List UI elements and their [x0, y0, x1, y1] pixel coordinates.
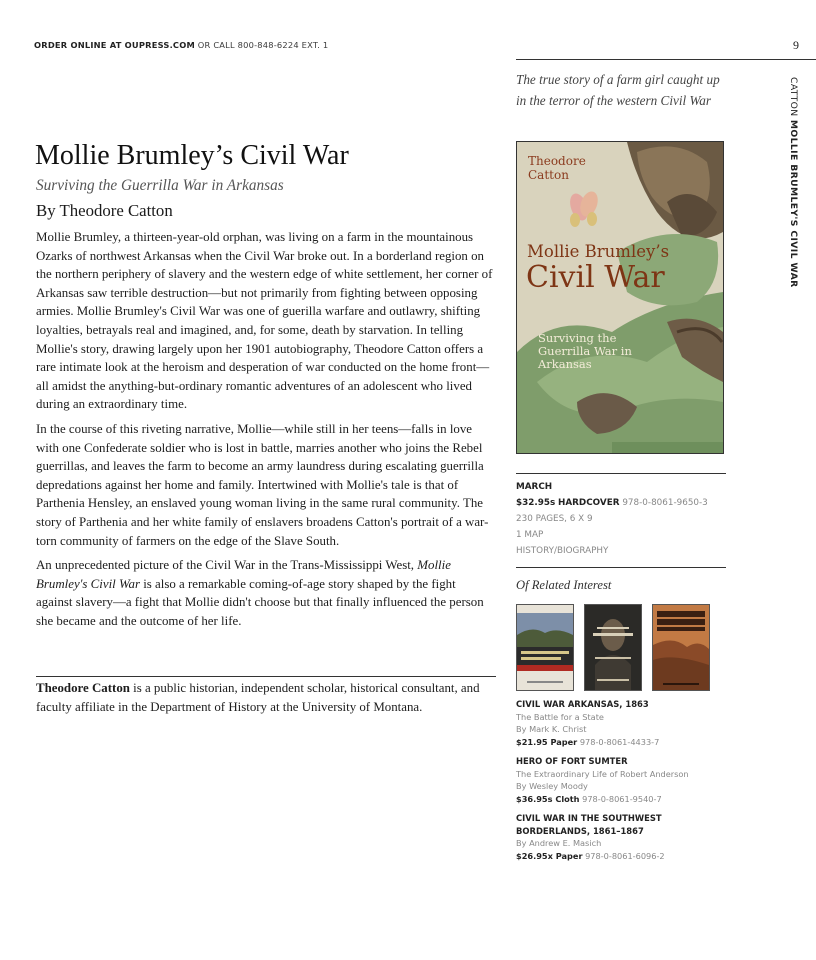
top-divider [516, 59, 816, 60]
thumb-art-2 [585, 605, 641, 690]
related-subtitle: The Battle for a State [516, 711, 604, 722]
isbn-text: 978-0-8061-9650-3 [622, 498, 708, 508]
map-count: 1 MAP [516, 530, 544, 540]
related-price-line [516, 850, 726, 863]
paragraph-text: is also a remarkable coming-of-age story shaped by the fight against slavery—a fight that Mollie didn't choose but that finally influenced the person she became and the outcome of her life. [36, 576, 484, 628]
bio-name: Theodore Catton [36, 681, 130, 695]
bio-divider [36, 676, 496, 677]
price-line [516, 498, 708, 508]
related-price: $26.95x Paper [516, 850, 583, 861]
thumb-art-1 [517, 605, 573, 690]
related-item-2[interactable] [516, 755, 726, 805]
description-paragraph [36, 556, 494, 630]
order-info [34, 40, 328, 50]
related-item-3[interactable] [516, 812, 726, 862]
related-item-1[interactable] [516, 698, 726, 748]
related-book-cover-3[interactable] [652, 604, 710, 691]
related-heading: Of Related Interest [516, 578, 612, 592]
call-info: OR CALL 800-848-6224 EXT. 1 [197, 40, 329, 50]
author-bio [36, 679, 494, 716]
description-paragraph: In the course of this riveting narrative, Mollie—while still in her teens—falls in love with one Confederate soldier who is lost in battle, marries another who joins the Rebel guerrillas, and leaves the farm to become an army laundress during escalating guerrilla depredations against her home and family. Intertwined with Mollie's tale is that of Parthenia Hensley, an enslaved young woman living in the same rural community. The story of Parthenia and her white family of enslavers broadens Catton's portrait of a war-torn community of farmers on the edge of the Slave South. [36, 421, 489, 548]
month-text: MARCH [516, 482, 553, 492]
related-price: $21.95 Paper [516, 736, 578, 747]
related-price-line [516, 793, 726, 806]
related-price-line [516, 736, 726, 749]
related-title-line1: CIVIL WAR IN THE SOUTHWEST [516, 813, 662, 823]
book-byline: By Theodore Catton [36, 201, 173, 220]
format-text: HARDCOVER [557, 498, 620, 508]
related-title-line2: BORDERLANDS, 1861–1867 [516, 825, 644, 836]
tagline: The true story of a farm girl caught up in the terror of the western Civil War [516, 72, 720, 108]
book-description [36, 228, 494, 636]
cover-subtitle: Surviving the Guerrilla War in Arkansas [538, 331, 632, 371]
book-cover-image[interactable] [516, 141, 724, 454]
related-title: HERO OF FORT SUMTER [516, 756, 628, 766]
related-isbn: 978-0-8061-6096-2 [585, 850, 665, 861]
italic-book-title: Mollie Brumley's Civil War [36, 558, 451, 591]
running-head [788, 77, 802, 288]
description-paragraph: Mollie Brumley, a thirteen-year-old orphan, was living on a farm in the mountainous Ozarks of northwest Arkansas when the Civil War broke out. In a borderland region on the northern periphery of slavery and the western edge of white settlement, her corner of Arkansas saw terrible destruction—but not primarily from fighting between opposing armies. Mollie Brumley's Civil War was one of guerilla warfare and outlawry, shifting loyalties, betrayals real and imagined, and, for some, death by starvation. In telling Mollie's story, drawing largely upon her 1901 autobiography, Theodore Catton offers a rare intimate look at the heroism and desperation of war conducted on the home front—all amidst the anything-but-ordinary romantic adventures of an adolescent who lived during an extraordinary time. [36, 230, 493, 412]
cover-title-line2: Civil War [526, 260, 665, 295]
details-divider-top [516, 473, 726, 474]
page-number: 9 [793, 38, 799, 52]
bio-text: is a public historian, independent scholar, historical consultant, and faculty affiliate in the Department of History at the University of Montana. [36, 681, 480, 714]
page-count: 230 PAGES, 6 X 9 [516, 514, 593, 524]
running-head-title: MOLLIE BRUMLEY'S CIVIL WAR [788, 119, 799, 288]
running-head-author: CATTON [788, 77, 799, 117]
book-subtitle: Surviving the Guerrilla War in Arkansas [36, 177, 284, 194]
related-book-cover-1[interactable] [516, 604, 574, 691]
price-text: $32.95s [516, 498, 556, 508]
related-price: $36.95s Cloth [516, 793, 580, 804]
cover-illustration [517, 142, 723, 453]
related-isbn: 978-0-8061-9540-7 [582, 793, 662, 804]
category: HISTORY/BIOGRAPHY [516, 546, 609, 556]
release-month [516, 482, 552, 492]
related-book-cover-2[interactable] [584, 604, 642, 691]
related-title: CIVIL WAR ARKANSAS, 1863 [516, 699, 649, 709]
related-author: By Mark K. Christ [516, 724, 587, 734]
cover-author: Theodore Catton [528, 154, 586, 182]
details-divider-bottom [516, 567, 726, 568]
related-author: By Andrew E. Masich [516, 838, 602, 848]
order-online-link[interactable]: ORDER ONLINE AT OUPRESS.COM [34, 40, 195, 50]
paragraph-text: An unprecedented picture of the Civil War in the Trans-Mississippi West, [36, 558, 418, 573]
book-title: Mollie Brumley’s Civil War [35, 140, 349, 171]
related-author: By Wesley Moody [516, 781, 588, 791]
thumb-art-3 [653, 605, 709, 690]
related-subtitle: The Extraordinary Life of Robert Anderson [516, 768, 689, 779]
cover-title-line1: Mollie Brumley’s [527, 242, 670, 261]
related-isbn: 978-0-8061-4433-7 [579, 736, 660, 747]
